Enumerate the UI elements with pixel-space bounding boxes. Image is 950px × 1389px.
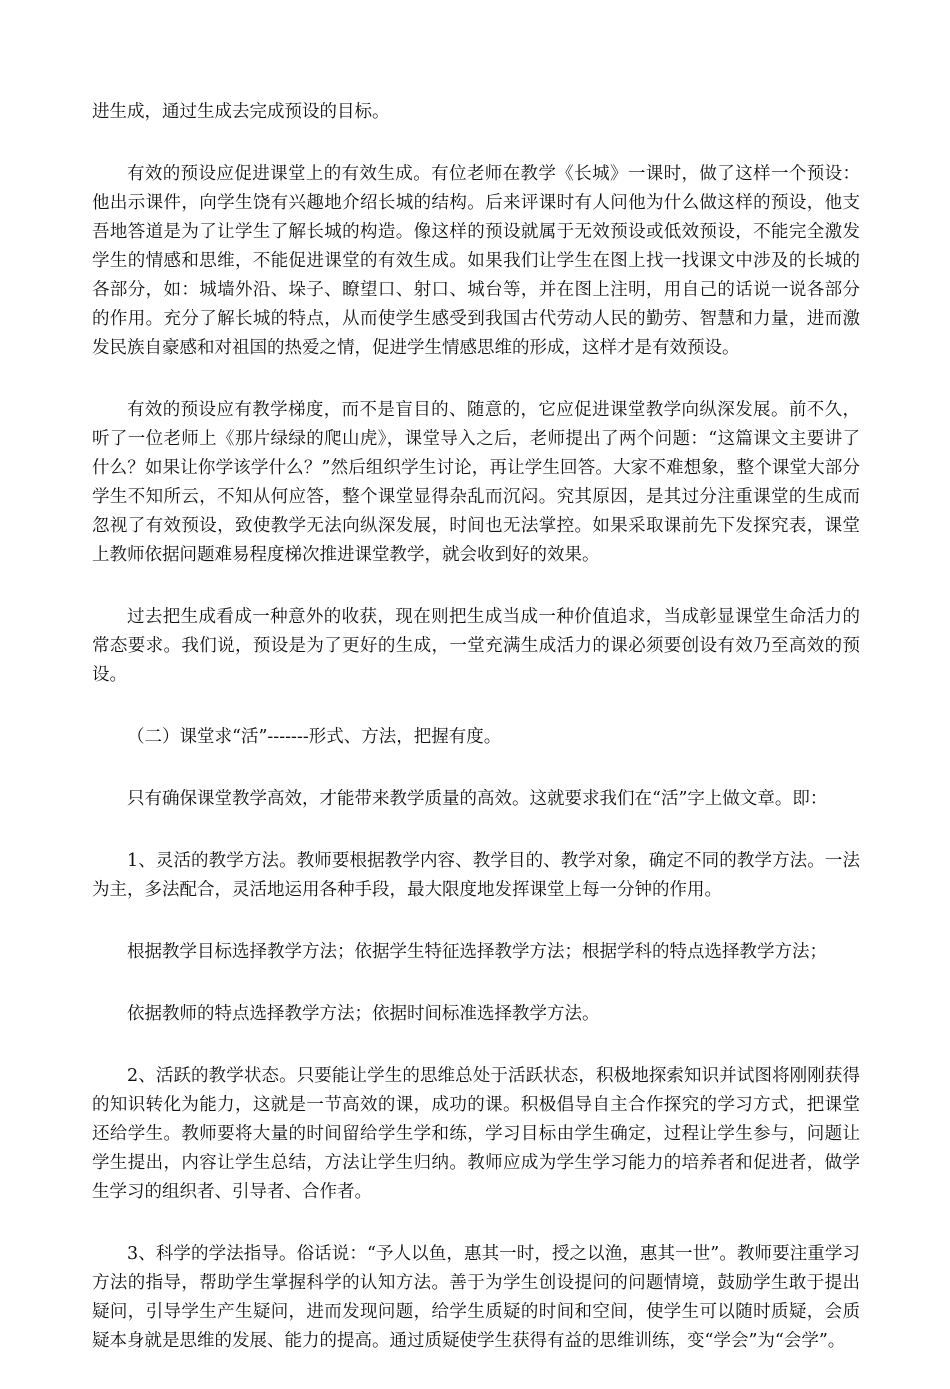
paragraph-study-guidance: 3、科学的学法指导。俗话说：“予人以鱼，惠其一时，授之以渔，惠其一世”。教师要注重学习方法的指导，帮助学生掌握科学的认知方法。善于为学生创设提问的问题情境，鼓励学生敢于提出疑问，引导学生产生疑问，进而发现问题，给学生质疑的时间和空间，使学生可以随时质疑，会质疑本身就是思维的发展、能力的提高。通过质疑使学生获得有益的思维训练，变“学会”为“会学”。 [92,1244,860,1351]
paragraph-active-state: 2、活跃的教学状态。只要能让学生的思维总处于活跃状态，积极地探索知识并试图将刚刚获得的知识转化为能力，这就是一节高效的课，成功的课。积极倡导自主合作探究的学习方式，把课堂还给学生。教师要将大量的时间留给学生学和练，学习目标由学生确定，过程让学生参与，问题让学生提出，内容让学生总结，方法让学生归纳。教师应成为学生学习能力的培养者和促进者，做学生学习的组织者、引导者、合作者。 [92,1066,860,1202]
paragraph-efficiency-requirement: 只有确保课堂教学高效，才能带来教学质量的高效。这就要求我们在“活”字上做文章。即： [127,789,828,809]
paragraph-teaching-gradient: 有效的预设应有教学梯度，而不是盲目的、随意的，它应促进课堂教学向纵深发展。前不久，听了一位老师上《那片绿绿的爬山虎》，课堂导入之后，老师提出了两个问题：“这篇课文主要讲了什么？如果让你学该学什么？”然后组织学生讨论，再让学生回答。大家不难想象，整个课堂大部分学生不知所云，不知从何应答，整个课堂显得杂乱而沉闷。究其原因，是其过分注重课堂的生成而忽视了有效预设，致使教学无法向纵深发展，时间也无法掌控。如果采取课前先下发探究表，课堂上教师依据问题难易程度梯次推进课堂教学，就会收到好的效果。 [92,400,860,565]
paragraph-method-selection-2: 依据教师的特点选择教学方法；依据时间标准选择教学方法。 [127,1004,600,1024]
paragraph-flexible-methods: 1、灵活的教学方法。教师要根据教学内容、教学目的、教学对象，确定不同的教学方法。一法为主，多法配合，灵活地运用各种手段，最大限度地发挥课堂上每一分钟的作用。 [92,851,860,900]
paragraph-great-wall-example: 有效的预设应促进课堂上的有效生成。有位老师在教学《长城》一课时，做了这样一个预设：他出示课件，向学生饶有兴趣地介绍长城的结构。后来评课时有人问他为什么做这样的预设，他支吾地答道是为了让学生了解长城的构造。像这样的预设就属于无效预设或低效预设，不能完全激发学生的情感和思维，不能促进课堂的有效生成。如果我们让学生在图上找一找课文中涉及的长城的各部分，如：城墙外沿、垛子、瞭望口、射口、城台等，并在图上注明，用自己的话说一说各部分的作用。充分了解长城的特点，从而使学生感受到我国古代劳动人民的勤劳、智慧和力量，进而激发民族自豪感和对祖国的热爱之情，促进学生情感思维的形成，这样才是有效预设。 [92,164,860,358]
paragraph-continuation: 进生成，通过生成去完成预设的目标。 [92,102,390,122]
paragraph-method-selection-1: 根据教学目标选择教学方法；依据学生特征选择教学方法；根据学科的特点选择教学方法； [127,942,827,962]
document-body [92,98,860,1389]
section-heading-classroom-active: （二）课堂求“活”-------形式、方法，把握有度。 [127,727,502,747]
paragraph-generation-value: 过去把生成看成一种意外的收获，现在则把生成当成一种价值追求，当成彰显课堂生命活力的常态要求。我们说，预设是为了更好的生成，一堂充满生成活力的课必须要创设有效乃至高效的预设。 [92,607,860,685]
